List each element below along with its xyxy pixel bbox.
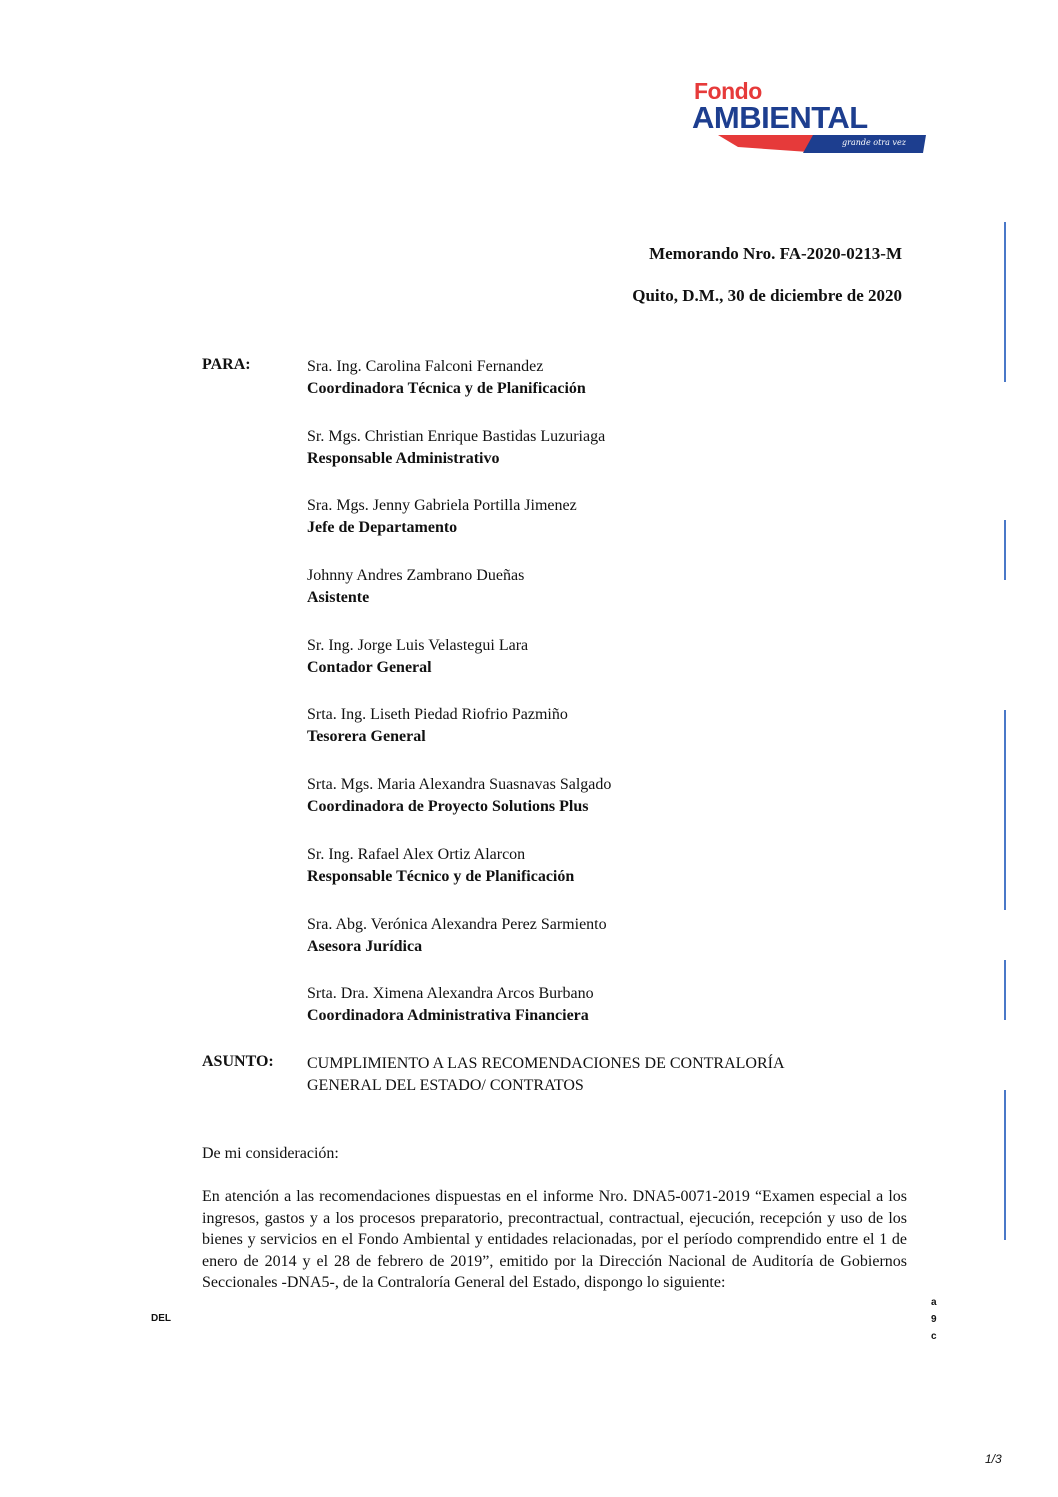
recipient-name: Sra. Ing. Carolina Falconi Fernandez xyxy=(307,358,544,375)
logo-slogan: grande otra vez xyxy=(842,138,906,147)
recipient-list xyxy=(307,356,927,1053)
recipient-name: Sra. Mgs. Jenny Gabriela Portilla Jimenez xyxy=(307,497,577,515)
recipient-name: Sr. Mgs. Christian Enrique Bastidas Luzuriaga xyxy=(307,427,606,445)
para-label: PARA: xyxy=(202,356,251,373)
page-number: 1/3 xyxy=(985,1452,1002,1466)
recipient-name: Srta. Ing. Liseth Piedad Riofrio Pazmiño xyxy=(307,706,568,724)
recipient-role: Contador General xyxy=(307,658,432,676)
recipient-name: Sr. Ing. Rafael Alex Ortiz Alarcon xyxy=(307,845,526,863)
recipient xyxy=(307,356,927,426)
margin-fragment: 9 xyxy=(931,1314,937,1325)
recipient-name: Johnny Andres Zambrano Dueñas xyxy=(307,567,525,585)
subject-text xyxy=(307,1053,907,1097)
recipient xyxy=(307,704,927,774)
memo-number: Memorando Nro. FA-2020-0213-M xyxy=(649,244,902,263)
margin-line xyxy=(1004,222,1006,382)
subject-line: GENERAL DEL ESTADO/ CONTRATOS xyxy=(307,1077,584,1094)
margin-line xyxy=(1004,710,1006,910)
memo-date: Quito, D.M., 30 de diciembre de 2020 xyxy=(632,286,902,305)
recipient-role: Coordinadora Técnica y de Planificación xyxy=(307,380,586,397)
recipient-name: Srta. Mgs. Maria Alexandra Suasnavas Salgado xyxy=(307,776,612,794)
recipient-role: Tesorera General xyxy=(307,728,426,746)
recipient xyxy=(307,426,927,496)
fondo-ambiental-logo xyxy=(690,78,930,158)
recipient xyxy=(307,914,927,984)
recipient-name: Sra. Abg. Verónica Alexandra Perez Sarmiento xyxy=(307,915,607,933)
recipient xyxy=(307,565,927,635)
logo-ambiental-text: AMBIENTAL xyxy=(692,100,868,135)
recipient-name: Srta. Dra. Ximena Alexandra Arcos Burbano xyxy=(307,985,594,1003)
recipient-role: Jefe de Departamento xyxy=(307,519,458,537)
recipient xyxy=(307,495,927,565)
margin-fragment: c xyxy=(931,1331,937,1342)
recipient-role: Asistente xyxy=(307,589,370,607)
subject-line: CUMPLIMIENTO A LAS RECOMENDACIONES DE CONTRALORÍA xyxy=(307,1055,785,1072)
recipient-role: Responsable Técnico y de Planificación xyxy=(307,867,575,885)
recipient xyxy=(307,983,927,1053)
recipient-role: Coordinadora de Proyecto Solutions Plus xyxy=(307,798,589,816)
recipient-role: Responsable Administrativo xyxy=(307,449,500,467)
body-paragraph: En atención a las recomendaciones dispuestas en el informe Nro. DNA5-0071-2019 “Examen especial a los ingresos, gastos y a los procesos preparatorio, precontractual, contractual, ejecución, recepción y uso de los bienes y servicios en el Fondo Ambiental y entidades relacionadas, por el período comprendido entre el 1 de enero de 2014 y el 28 de febrero de 2019”, emitido por la Dirección Nacional de Auditoría de Gobiernos Seccionales -DNA5-, de la Contraloría General del Estado, dispongo lo siguiente: xyxy=(202,1188,907,1291)
recipient xyxy=(307,635,927,705)
margin-fragment: DEL xyxy=(151,1313,171,1324)
asunto-label: ASUNTO: xyxy=(202,1053,274,1070)
logo-fondo-text: Fondo xyxy=(694,78,762,104)
margin-line xyxy=(1004,1090,1006,1240)
margin-line xyxy=(1004,520,1006,580)
margin-fragment: a xyxy=(931,1297,937,1308)
recipient-role: Coordinadora Administrativa Financiera xyxy=(307,1007,589,1025)
greeting: De mi consideración: xyxy=(202,1145,339,1162)
recipient xyxy=(307,774,927,844)
margin-line xyxy=(1004,960,1006,1020)
recipient xyxy=(307,844,927,914)
recipient-role: Asesora Jurídica xyxy=(307,937,423,955)
recipient-name: Sr. Ing. Jorge Luis Velastegui Lara xyxy=(307,636,529,654)
